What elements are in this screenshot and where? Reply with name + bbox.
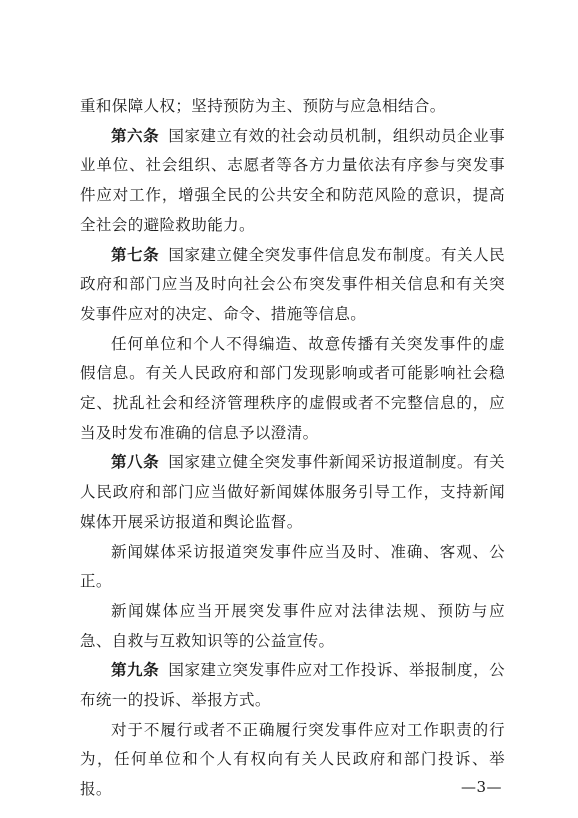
- paragraph: [80, 241, 505, 330]
- paragraph: [80, 597, 505, 656]
- article-heading: 第九条: [111, 661, 160, 680]
- paragraph: [80, 92, 505, 122]
- paragraph-text: 任何单位和个人不得编造、故意传播有关突发事件的虚假信息。有关人民政府和部门发现影响或者可能影响社会稳定、扰乱社会和经济管理秩序的虚假或者不完整信息的，应当及时发布准确的信息予以澄清。: [80, 334, 505, 442]
- paragraph-text: 重和保障人权；坚持预防为主、预防与应急相结合。: [80, 97, 446, 115]
- paragraph: [80, 716, 505, 805]
- paragraph-text: 国家建立有效的社会动员机制，组织动员企业事业单位、社会组织、志愿者等各方力量依法有序参与突发事件应对工作，增强全民的公共安全和防范风险的意识，提高全社会的避险救助能力。: [80, 126, 505, 234]
- paragraph-text: 国家建立健全突发事件新闻采访报道制度。有关人民政府和部门应当做好新闻媒体服务引导工作，支持新闻媒体开展采访报道和舆论监督。: [80, 453, 505, 531]
- paragraph-text: 新闻媒体采访报道突发事件应当及时、准确、客观、公正。: [80, 542, 505, 591]
- article-heading: 第六条: [111, 126, 160, 145]
- paragraph: [80, 448, 505, 537]
- paragraph-text: 新闻媒体应当开展突发事件应对法律法规、预防与应急、自救与互救知识等的公益宣传。: [80, 601, 505, 650]
- paragraph-text: 对于不履行或者不正确履行突发事件应对工作职责的行为，任何单位和个人有权向有关人民政府和部门投诉、举报。: [80, 720, 505, 799]
- document-body: [80, 92, 505, 805]
- article-heading: 第八条: [111, 453, 160, 472]
- paragraph: [80, 122, 505, 241]
- page-number: —3—: [461, 778, 503, 796]
- paragraph: [80, 538, 505, 597]
- article-heading: 第七条: [111, 245, 160, 264]
- paragraph: [80, 656, 505, 715]
- paragraph: [80, 330, 505, 449]
- paragraph-text: 国家建立健全突发事件信息发布制度。有关人民政府和部门应当及时向社会公布突发事件相关信息和有关突发事件应对的决定、命令、措施等信息。: [80, 245, 505, 323]
- paragraph-text: 国家建立突发事件应对工作投诉、举报制度，公布统一的投诉、举报方式。: [80, 661, 505, 710]
